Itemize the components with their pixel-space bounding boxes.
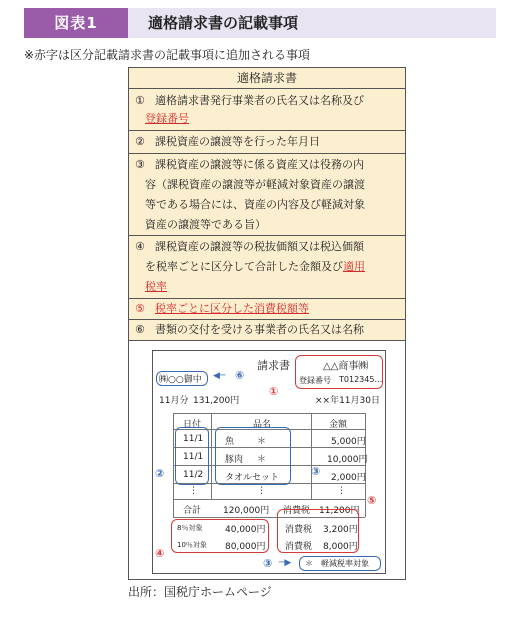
figure-label: 図表1 xyxy=(24,8,128,38)
note-text: ※赤字は区分記載請求書の記載事項に追加される事項 xyxy=(24,48,311,62)
req-num-3: ③ xyxy=(135,158,145,171)
req-num-6: ⑥ xyxy=(135,323,145,336)
figure-header xyxy=(24,8,496,38)
ellipsis: ⋮ xyxy=(257,486,266,496)
tax-label: 消費税 xyxy=(283,506,311,516)
tax10-value: 8,000円 xyxy=(323,542,358,552)
req-num-4: ④ xyxy=(135,240,145,253)
row-date: 11/2 xyxy=(183,470,204,480)
total-label: 合計 xyxy=(183,506,202,516)
row-item: タオルセット xyxy=(225,473,280,483)
divider xyxy=(129,319,405,320)
req-text-1b: 登録番号 xyxy=(145,112,189,125)
marker-3: ③ xyxy=(311,465,321,478)
invoice-date: ××年11月30日 xyxy=(315,396,380,406)
grid-line xyxy=(173,413,365,414)
invoice xyxy=(152,350,386,574)
req-text-3d: 資産の譲渡等である旨） xyxy=(145,218,266,231)
divider xyxy=(129,130,405,131)
arrow-left-icon: ◀─ xyxy=(213,371,226,381)
figure-title: 適格請求書の記載事項 xyxy=(148,14,299,32)
grid-line xyxy=(211,413,212,499)
r8-label: 8％対象 xyxy=(177,524,203,532)
req-text-5: 税率ごとに区分した消費税額等 xyxy=(155,302,309,315)
r8-value: 40,000円 xyxy=(225,525,266,535)
req-num-1: ① xyxy=(135,94,145,107)
req-text-3a: 課税資産の譲渡等に係る資産又は役務の内 xyxy=(155,158,364,171)
item-highlight xyxy=(215,427,291,485)
grid-line xyxy=(173,499,365,500)
req-item-3 xyxy=(135,156,364,174)
req-text-3b: 容（課税資産の譲渡等が軽減対象資産の譲渡 xyxy=(145,178,365,191)
marker-4: ④ xyxy=(155,547,165,560)
req-text-4a: 課税資産の譲渡等の税抜価額又は税込価額 xyxy=(155,240,364,253)
grid-line xyxy=(173,413,174,517)
divider xyxy=(129,235,405,236)
req-text-3c: 等である場合には、資産の内容及び軽減対象 xyxy=(145,198,365,211)
grid-line xyxy=(311,413,312,499)
req-text-6: 書類の交付を受ける事業者の氏名又は名称 xyxy=(155,323,364,336)
total-value: 120,000円 xyxy=(223,506,270,516)
requirements-heading: 適格請求書 xyxy=(129,68,405,89)
marker-3b: ③ xyxy=(263,557,273,570)
marker-2: ② xyxy=(155,467,165,480)
month-label: 11月分 xyxy=(159,396,189,406)
tax10-label: 消費税 xyxy=(285,542,313,552)
marker-5: ⑤ xyxy=(367,494,377,507)
ellipsis: ⋮ xyxy=(337,486,346,496)
req-text-4d: 税率 xyxy=(145,280,167,293)
invoice-title: 請求書 xyxy=(257,359,290,372)
ellipsis: ⋮ xyxy=(189,486,198,496)
row-date: 11/1 xyxy=(183,452,204,462)
tax8-label: 消費税 xyxy=(285,525,313,535)
row-mark: ＊ xyxy=(257,437,267,447)
row-amount: 5,000円 xyxy=(331,437,366,447)
req-text-2: 課税資産の譲渡等を行った年月日 xyxy=(155,135,320,148)
requirements-box xyxy=(128,67,406,341)
source-note: 出所：国税庁ホームページ xyxy=(128,585,272,599)
recipient: ㈱○○御中 xyxy=(159,375,202,385)
legend-text: ＊ 軽減税率対象 xyxy=(305,559,369,568)
req-item-1 xyxy=(135,92,364,110)
req-item-5 xyxy=(135,300,309,318)
reg-value: T012345… xyxy=(339,375,383,384)
row-mark: ＊ xyxy=(257,455,267,465)
tax-value: 11,200円 xyxy=(319,506,360,516)
col-amount: 金額 xyxy=(329,420,348,430)
req-num-2: ② xyxy=(135,135,145,148)
divider xyxy=(129,298,405,299)
date-highlight xyxy=(175,427,209,485)
month-total: 131,200円 xyxy=(193,396,240,406)
marker-6: ⑥ xyxy=(235,369,245,382)
req-item-4 xyxy=(135,238,364,256)
marker-1: ① xyxy=(269,385,279,398)
issuer-name: △△商事㈱ xyxy=(323,361,369,372)
row-amount: 10,000円 xyxy=(327,455,368,465)
col-item: 品名 xyxy=(253,420,272,430)
tax8-value: 3,200円 xyxy=(323,525,358,535)
row-amount: 2,000円 xyxy=(331,473,366,483)
req-item-2 xyxy=(135,133,320,151)
arrow-right-icon: ─▶ xyxy=(279,558,292,568)
req-text-1a: 適格請求書発行事業者の氏名又は名称及び xyxy=(155,94,364,107)
row-item: 魚 xyxy=(225,437,235,447)
divider xyxy=(129,153,405,154)
grid-line xyxy=(365,413,366,517)
req-num-5: ⑤ xyxy=(135,302,145,315)
row-item: 豚肉 xyxy=(225,455,244,465)
col-date: 日付 xyxy=(183,420,202,430)
row-date: 11/1 xyxy=(183,434,204,444)
reg-label: 登録番号 xyxy=(299,376,331,385)
r10-value: 80,000円 xyxy=(225,542,266,552)
req-text-4b: を税率ごとに区分して合計した金額及び適用 xyxy=(145,260,365,273)
req-item-6 xyxy=(135,321,364,339)
r10-label: 10％対象 xyxy=(177,541,207,549)
